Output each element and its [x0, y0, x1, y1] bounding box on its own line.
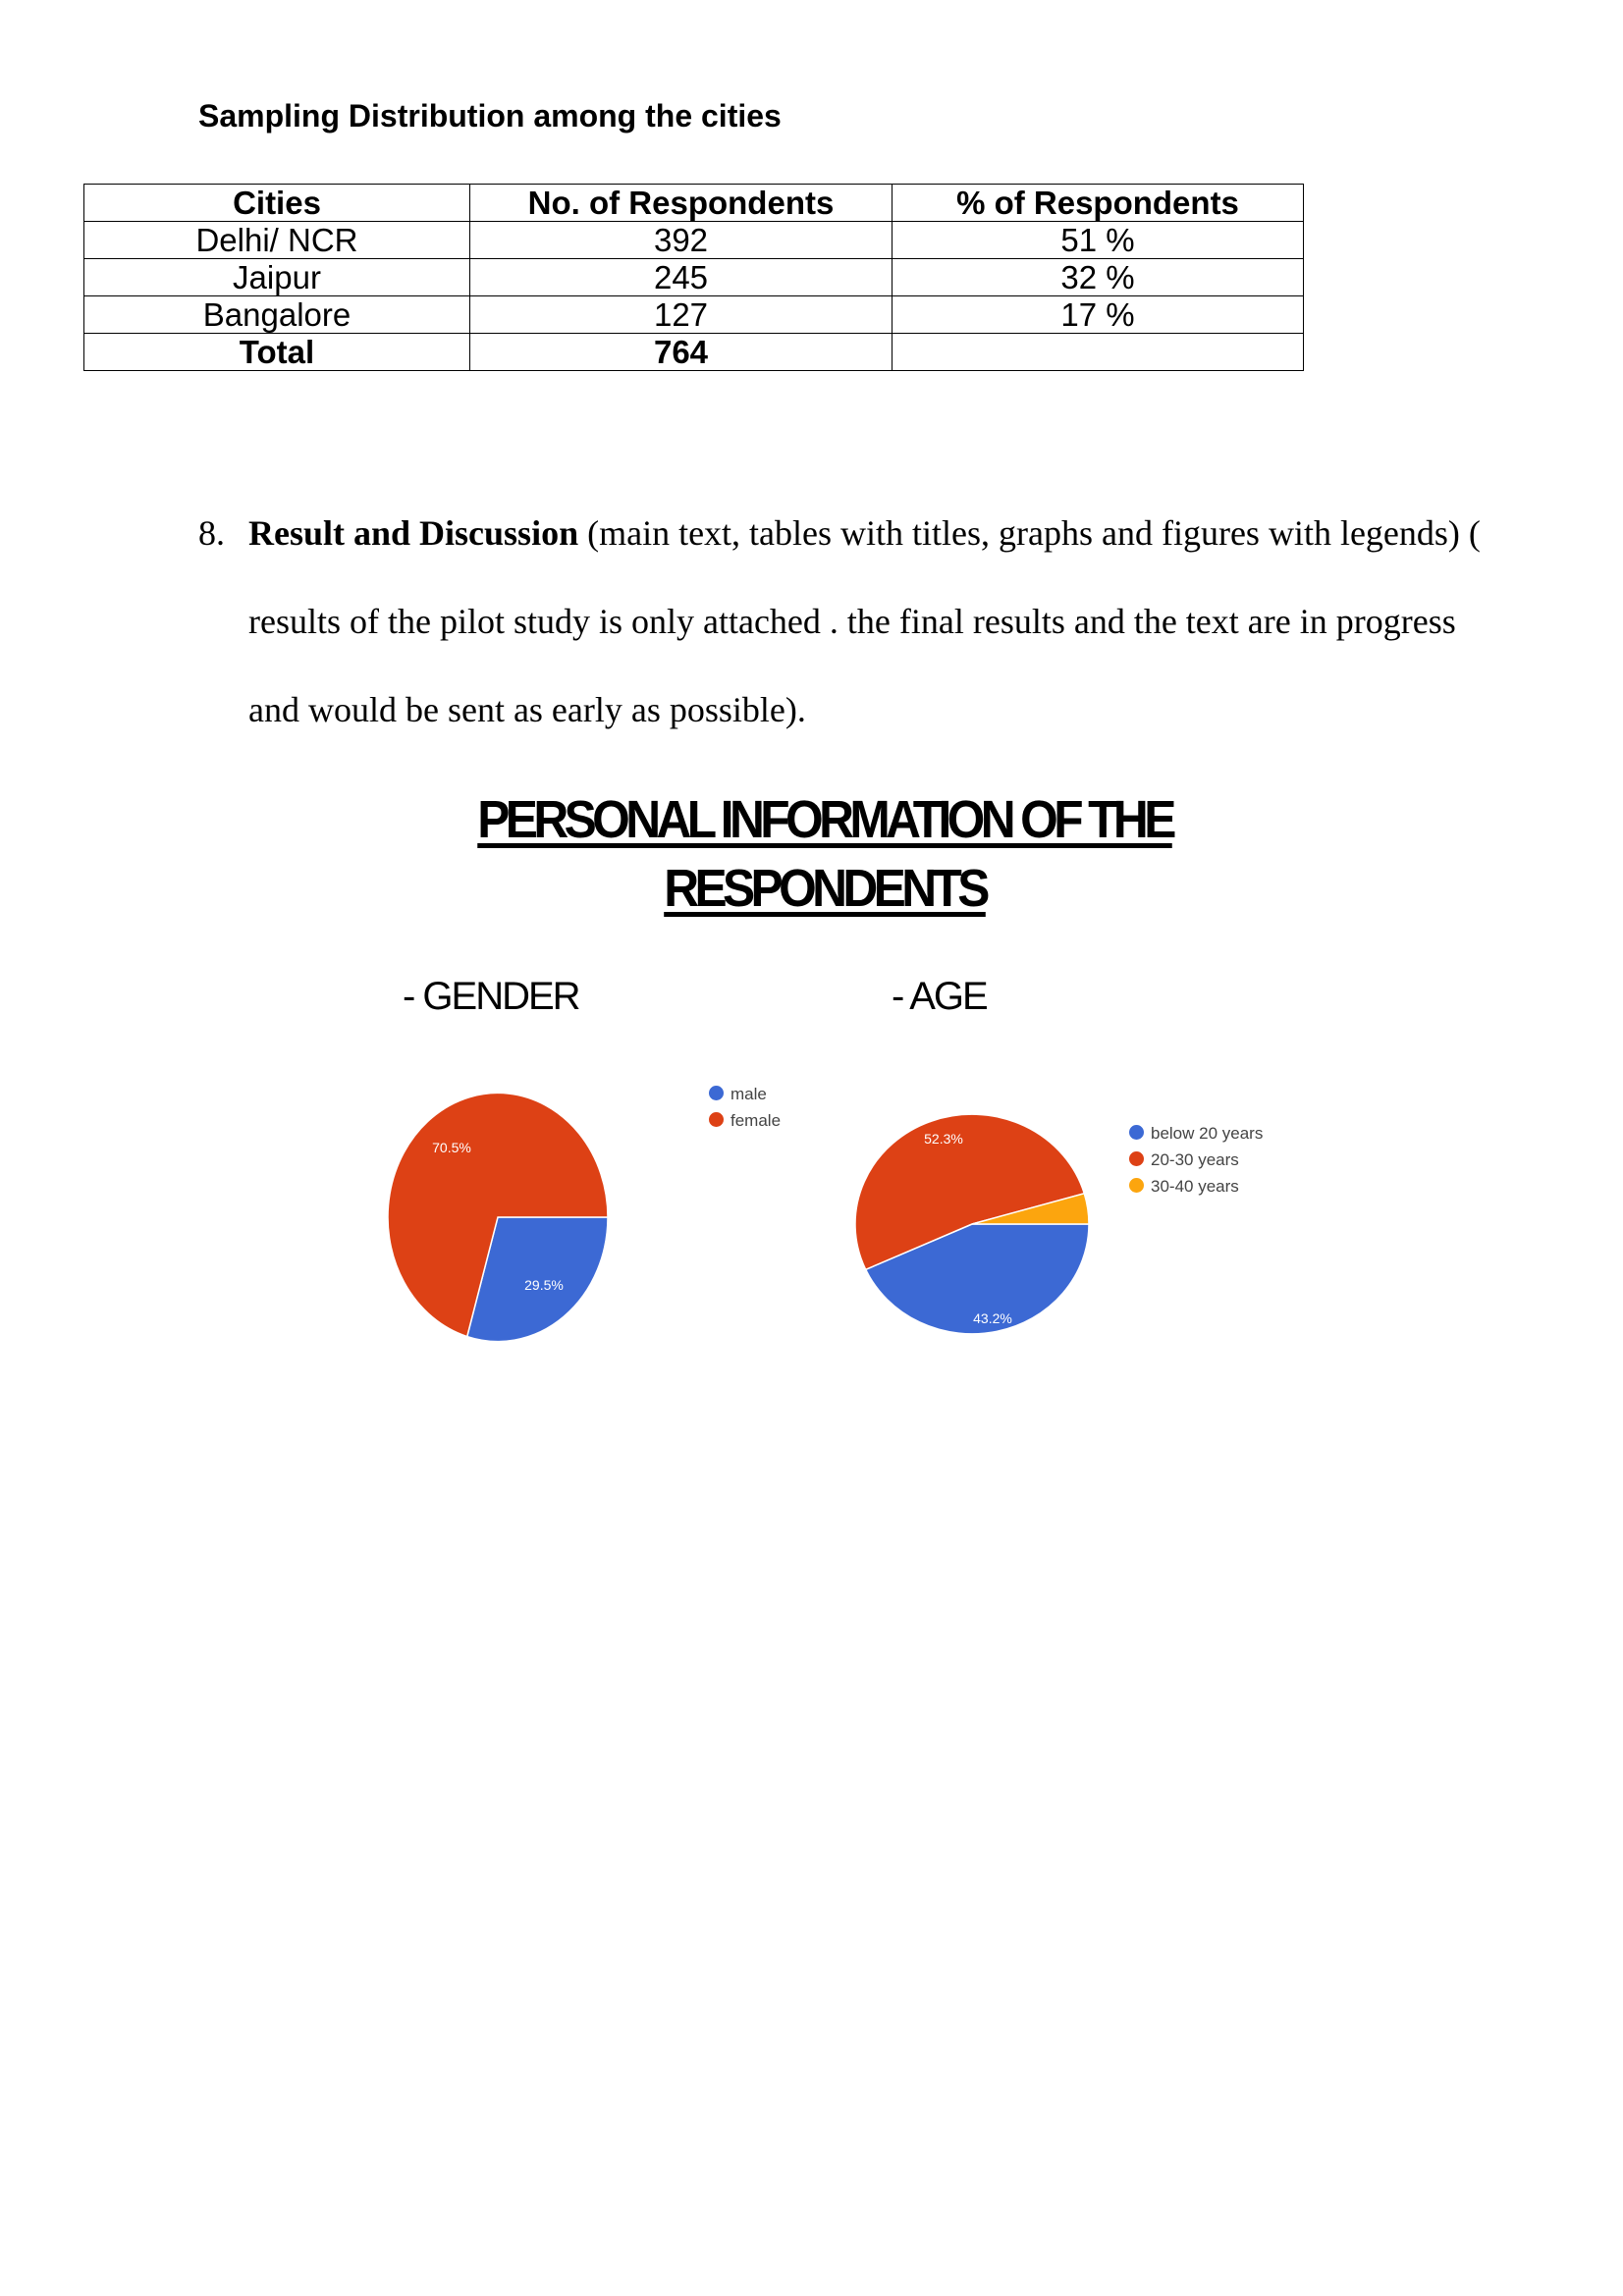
cell-city: Bangalore: [84, 296, 470, 334]
legend-label: female: [730, 1111, 782, 1130]
slice-label: 29.5%: [524, 1277, 564, 1293]
cell-count: 245: [470, 259, 893, 296]
gender-label: - GENDER: [403, 975, 579, 1018]
cell-percent: 32 %: [893, 259, 1304, 296]
total-count: 764: [470, 334, 893, 371]
total-percent: [893, 334, 1304, 371]
cell-count: 392: [470, 222, 893, 259]
table-row: [84, 296, 1304, 334]
result-discussion-paragraph: [198, 489, 1514, 754]
legend-item: [709, 1111, 781, 1131]
table-total-row: [84, 334, 1304, 371]
legend-swatch: [1129, 1125, 1144, 1140]
section-body: (main text, tables with titles, graphs and figures with legends) ( results of the pilot study is only attached . the final results and the text are in progress and would be sent as early as possible).: [248, 513, 1481, 729]
table-heading: Sampling Distribution among the cities: [198, 98, 782, 133]
slice-label: 43.2%: [973, 1310, 1012, 1326]
legend-label: 30-40 years: [1151, 1177, 1239, 1196]
section-number: 8.: [198, 513, 225, 553]
header-no-of-respondents: No. of Respondents: [470, 185, 893, 222]
header-cities: Cities: [84, 185, 470, 222]
cell-percent: 51 %: [893, 222, 1304, 259]
header-percent-of-respondents: % of Respondents: [893, 185, 1304, 222]
cell-city: Jaipur: [84, 259, 470, 296]
cell-city: Delhi/ NCR: [84, 222, 470, 259]
gender-pie-chart: [373, 1080, 628, 1355]
personal-info-title: [373, 785, 1276, 923]
slice-label: 52.3%: [924, 1131, 963, 1147]
legend-swatch: [1129, 1151, 1144, 1166]
legend-label: male: [730, 1085, 767, 1103]
personal-title-line1: PERSONAL INFORMATION OF THE: [477, 790, 1172, 849]
legend-item: [709, 1085, 767, 1104]
personal-title-line2: RESPONDENTS: [664, 859, 986, 918]
legend-swatch: [709, 1086, 724, 1100]
table-header-row: [84, 185, 1304, 222]
cell-count: 127: [470, 296, 893, 334]
legend-swatch: [1129, 1178, 1144, 1193]
slice-label: 70.5%: [432, 1140, 471, 1155]
section-title: Result and Discussion: [248, 513, 579, 553]
age-pie-chart: [844, 1085, 1100, 1360]
table-row: [84, 222, 1304, 259]
table-row: [84, 259, 1304, 296]
legend-item: [1129, 1177, 1239, 1197]
cell-percent: 17 %: [893, 296, 1304, 334]
legend-label: below 20 years: [1151, 1124, 1264, 1143]
legend-label: 20-30 years: [1151, 1150, 1239, 1169]
legend-item: [1129, 1150, 1239, 1170]
legend-item: [1129, 1124, 1263, 1144]
total-label: Total: [84, 334, 470, 371]
sampling-distribution-table: [83, 184, 1304, 371]
legend-swatch: [709, 1112, 724, 1127]
age-label: - AGE: [892, 975, 987, 1018]
